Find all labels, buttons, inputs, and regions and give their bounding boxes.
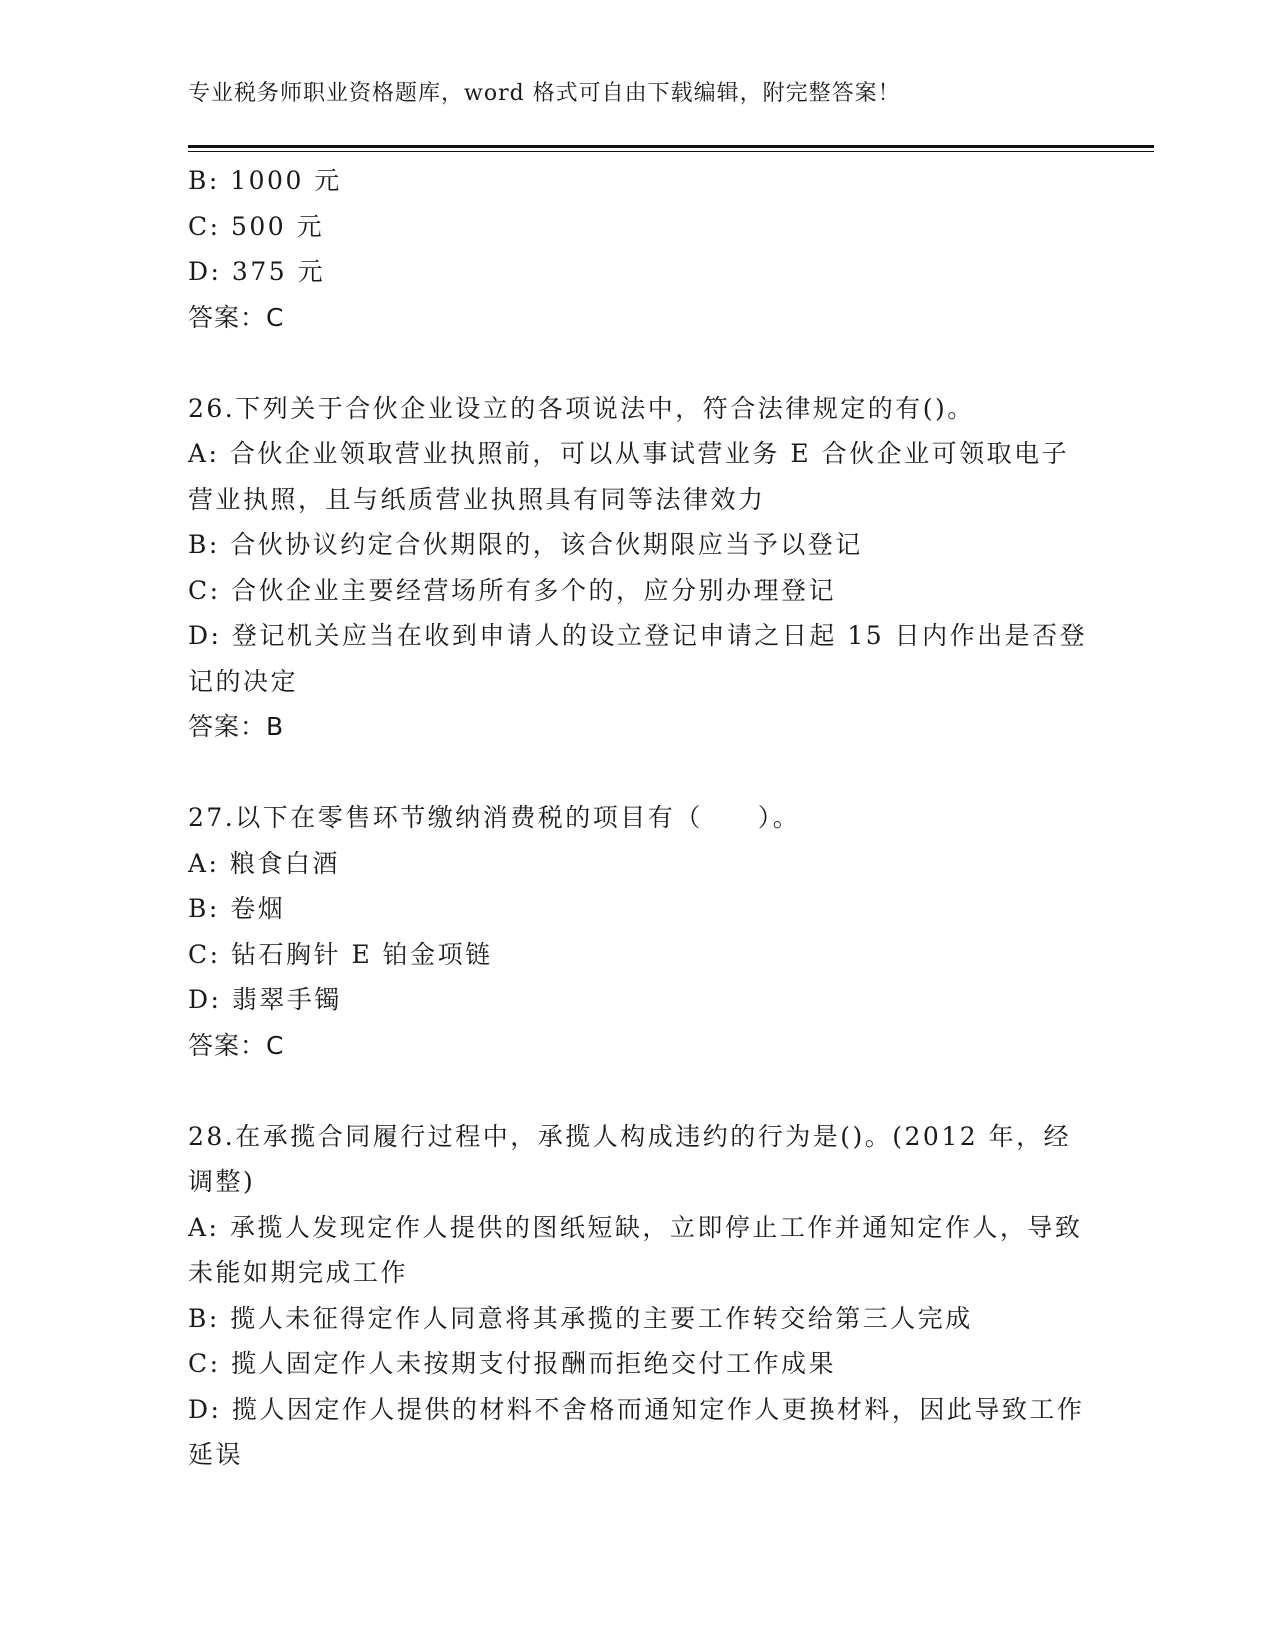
q25-option-d: D: 375 元	[188, 257, 326, 286]
q27-question: 27.以下在零售环节缴纳消费税的项目有（ ）。	[188, 803, 801, 832]
q27-answer: 答案：C	[188, 1030, 285, 1060]
question-27	[188, 795, 1088, 1068]
q25-answer: 答案：C	[188, 302, 285, 332]
q28-question: 28.在承揽合同履行过程中，承揽人构成违约的行为是()。(2012 年，经调整)	[188, 1121, 1072, 1196]
q25-option-b: B: 1000 元	[188, 166, 342, 195]
header-rule-thick	[188, 145, 1154, 148]
q26-option-a: A: 合伙企业领取营业执照前，可以从事试营业务 E 合伙企业可领取电子营业执照，且与纸质营业执照具有同等法律效力	[188, 439, 1070, 514]
spacer	[188, 1068, 1088, 1114]
q26-option-c: C: 合伙企业主要经营场所有多个的，应分别办理登记	[188, 575, 837, 605]
q26-option-b: B: 合伙协议约定合伙期限的，该合伙期限应当予以登记	[188, 530, 863, 559]
question-25-tail	[188, 158, 1088, 340]
page-header: 专业税务师职业资格题库，word 格式可自由下载编辑，附完整答案！	[188, 81, 901, 106]
document-body	[188, 158, 1088, 1478]
q28-option-b: B: 揽人未征得定作人同意将其承揽的主要工作转交给第三人完成	[188, 1303, 973, 1333]
question-28	[188, 1114, 1088, 1478]
spacer	[188, 340, 1088, 386]
spacer	[188, 750, 1088, 796]
q27-option-b: B: 卷烟	[188, 894, 286, 923]
q27-option-a: A: 粮食白酒	[188, 848, 340, 878]
q27-option-d: D: 翡翠手镯	[188, 985, 342, 1014]
q25-option-c: C: 500 元	[188, 211, 325, 241]
q28-option-c: C: 揽人固定作人未按期支付报酬而拒绝交付工作成果	[188, 1349, 837, 1378]
q28-option-a: A: 承揽人发现定作人提供的图纸短缺，立即停止工作并通知定作人，导致未能如期完成工作	[188, 1212, 1083, 1287]
header-rule-thin	[188, 151, 1154, 152]
question-26	[188, 386, 1088, 750]
q26-answer: 答案：B	[188, 712, 285, 741]
q28-option-d: D: 揽人因定作人提供的材料不舍格而通知定作人更换材料，因此导致工作延误	[188, 1394, 1085, 1469]
q27-option-c: C: 钻石胸针 E 铂金项链	[188, 939, 493, 969]
q26-option-d: D: 登记机关应当在收到申请人的设立登记申请之日起 15 日内作出是否登记的决定	[188, 621, 1088, 696]
q26-question: 26.下列关于合伙企业设立的各项说法中，符合法律规定的有()。	[188, 393, 975, 423]
